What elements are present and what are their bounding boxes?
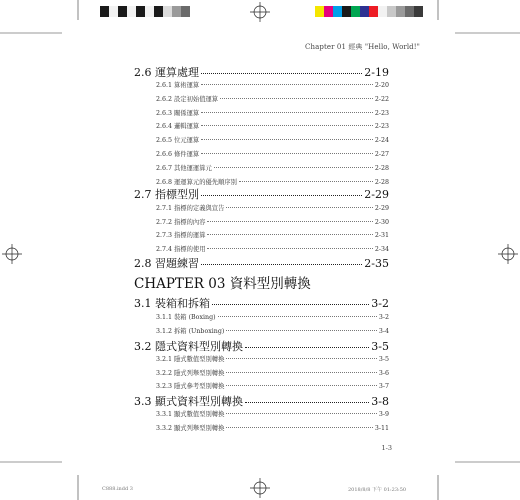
entry-title: 指標的運算 <box>174 232 206 239</box>
toc-section-entry <box>134 338 389 354</box>
entry-number: 2.7 <box>134 188 152 201</box>
dot-leader <box>226 372 376 373</box>
timestamp-slug: 2018/8/8 下午 01:23:50 <box>348 487 407 493</box>
entry-number: 3.2 <box>134 340 152 353</box>
entry-title: 裝箱和拆箱 <box>155 297 210 310</box>
entry-page: 2-22 <box>374 96 389 103</box>
dot-leader <box>214 167 373 168</box>
entry-title: 習題練習 <box>155 257 199 270</box>
entry-page: 3-5 <box>371 340 389 353</box>
toc-subsection-entry <box>134 244 389 253</box>
dot-leader <box>226 207 372 208</box>
entry-page: 3-9 <box>378 411 389 418</box>
entry-number: 3.2.2 <box>156 370 173 377</box>
entry-number: 2.6.1 <box>156 82 173 89</box>
dot-leader <box>226 385 376 386</box>
dot-leader <box>201 73 362 74</box>
dot-leader <box>226 427 372 428</box>
toc-subsection-entry <box>134 203 389 212</box>
entry-page: 2-29 <box>374 205 389 212</box>
entry-page: 3-8 <box>371 395 389 408</box>
dot-leader <box>245 347 369 348</box>
entry-number: 2.7.3 <box>156 232 173 239</box>
entry-title: 隱式參考型別轉換 <box>174 383 225 390</box>
entry-title: 指標的使用 <box>174 246 206 253</box>
entry-title: 設定初始值運算 <box>174 96 219 103</box>
entry-number: 2.6.7 <box>156 165 173 172</box>
chapter-heading: CHAPTER 03 資料型別轉換 <box>134 276 311 292</box>
entry-number: 2.6.6 <box>156 151 173 158</box>
toc-subsection-entry <box>134 230 389 239</box>
dot-leader <box>201 139 373 140</box>
dot-leader <box>207 234 372 235</box>
page-number: 1-3 <box>381 444 392 452</box>
entry-title: 其他運運算元 <box>174 165 212 172</box>
registration-mark-left <box>2 244 22 264</box>
entry-title: 隱式列舉型別轉換 <box>174 370 225 377</box>
toc-subsection-entry <box>134 108 389 117</box>
entry-title: 運算處理 <box>155 66 199 79</box>
entry-title: 隱式資料型別轉換 <box>155 340 243 353</box>
entry-number: 3.1.1 <box>156 314 173 321</box>
entry-title: 顯式列舉型別轉換 <box>174 425 225 432</box>
entry-number: 3.1.2 <box>156 328 173 335</box>
dot-leader <box>201 264 362 265</box>
toc-subsection-entry <box>134 177 389 186</box>
registration-mark-bottom <box>250 478 270 498</box>
entry-title: 顯式數值型別轉換 <box>174 411 225 418</box>
entry-title: 指標型別 <box>155 188 199 201</box>
entry-page: 2-24 <box>374 137 389 144</box>
toc-subsection-entry <box>134 217 389 226</box>
dot-leader <box>201 125 373 126</box>
entry-number: 3.2.3 <box>156 383 173 390</box>
entry-title: 顯式資料型別轉換 <box>155 395 243 408</box>
dot-leader <box>226 358 376 359</box>
dot-leader <box>245 402 369 403</box>
file-slug: C888.indd 3 <box>102 486 133 492</box>
toc-subsection-entry <box>134 163 389 172</box>
entry-title: 裝箱 (Boxing) <box>174 314 216 321</box>
entry-page: 2-20 <box>374 82 389 89</box>
entry-number: 2.6.3 <box>156 110 173 117</box>
entry-title: 關係運算 <box>174 110 200 117</box>
toc-section-entry <box>134 186 389 202</box>
toc-subsection-entry <box>134 149 389 158</box>
entry-number: 2.7.4 <box>156 246 173 253</box>
entry-page: 2-19 <box>364 66 389 79</box>
entry-page: 2-34 <box>374 246 389 253</box>
entry-page: 2-28 <box>374 165 389 172</box>
entry-title: 隱式數值型別轉換 <box>174 356 225 363</box>
entry-page: 2-28 <box>374 179 389 186</box>
entry-number: 2.6 <box>134 66 152 79</box>
entry-title: 運運算元的優先順序別 <box>174 179 237 186</box>
entry-number: 2.8 <box>134 257 152 270</box>
dot-leader <box>212 304 369 305</box>
toc-subsection-entry <box>134 326 389 335</box>
entry-title: 指標的內容 <box>174 219 206 226</box>
entry-page: 2-23 <box>374 110 389 117</box>
registration-mark-right <box>498 244 518 264</box>
entry-page: 2-23 <box>374 123 389 130</box>
entry-page: 3-11 <box>374 425 389 432</box>
dot-leader <box>207 248 372 249</box>
entry-number: 2.7.2 <box>156 219 173 226</box>
toc-section-entry <box>134 64 389 80</box>
entry-number: 3.3.1 <box>156 411 173 418</box>
entry-number: 3.3.2 <box>156 425 173 432</box>
entry-number: 2.6.5 <box>156 137 173 144</box>
dot-leader <box>220 98 373 99</box>
entry-page: 3-4 <box>378 328 389 335</box>
entry-number: 2.6.8 <box>156 179 173 186</box>
dot-leader <box>239 181 373 182</box>
dot-leader <box>226 330 377 331</box>
running-header: Chapter 01 經典 "Hello, World!" <box>305 43 420 51</box>
entry-page: 3-6 <box>378 370 389 377</box>
registration-mark-top <box>250 2 270 22</box>
entry-title: 邏輯運算 <box>174 123 200 130</box>
entry-number: 3.3 <box>134 395 152 408</box>
toc-subsection-entry <box>134 409 389 418</box>
dot-leader <box>201 195 362 196</box>
entry-title: 算術運算 <box>174 82 200 89</box>
entry-number: 3.2.1 <box>156 356 173 363</box>
dot-leader <box>226 413 376 414</box>
toc-subsection-entry <box>134 354 389 363</box>
toc-subsection-entry <box>134 135 389 144</box>
toc-section-entry <box>134 393 389 409</box>
dot-leader <box>207 221 372 222</box>
entry-page: 3-5 <box>378 356 389 363</box>
entry-page: 2-29 <box>364 188 389 201</box>
entry-page: 3-2 <box>378 314 389 321</box>
entry-title: 位元運算 <box>174 137 200 144</box>
dot-leader <box>201 112 373 113</box>
toc-subsection-entry <box>134 368 389 377</box>
entry-number: 2.6.2 <box>156 96 173 103</box>
toc-subsection-entry <box>134 312 389 321</box>
entry-number: 2.6.4 <box>156 123 173 130</box>
toc-subsection-entry <box>134 381 389 390</box>
entry-number: 2.7.1 <box>156 205 173 212</box>
dot-leader <box>218 316 377 317</box>
entry-number: 3.1 <box>134 297 152 310</box>
entry-title: 條件運算 <box>174 151 200 158</box>
toc-section-entry <box>134 295 389 311</box>
toc-section-entry <box>134 255 389 271</box>
toc-subsection-entry <box>134 121 389 130</box>
entry-page: 2-31 <box>374 232 389 239</box>
dot-leader <box>201 153 373 154</box>
toc-subsection-entry <box>134 94 389 103</box>
dot-leader <box>201 84 373 85</box>
toc-subsection-entry <box>134 423 389 432</box>
toc-subsection-entry <box>134 80 389 89</box>
entry-title: 指標的定義與宣告 <box>174 205 225 212</box>
entry-page: 2-35 <box>364 257 389 270</box>
entry-page: 2-30 <box>374 219 389 226</box>
entry-page: 3-7 <box>378 383 389 390</box>
entry-page: 2-27 <box>374 151 389 158</box>
entry-page: 3-2 <box>371 297 389 310</box>
entry-title: 拆箱 (Unboxing) <box>174 328 225 335</box>
